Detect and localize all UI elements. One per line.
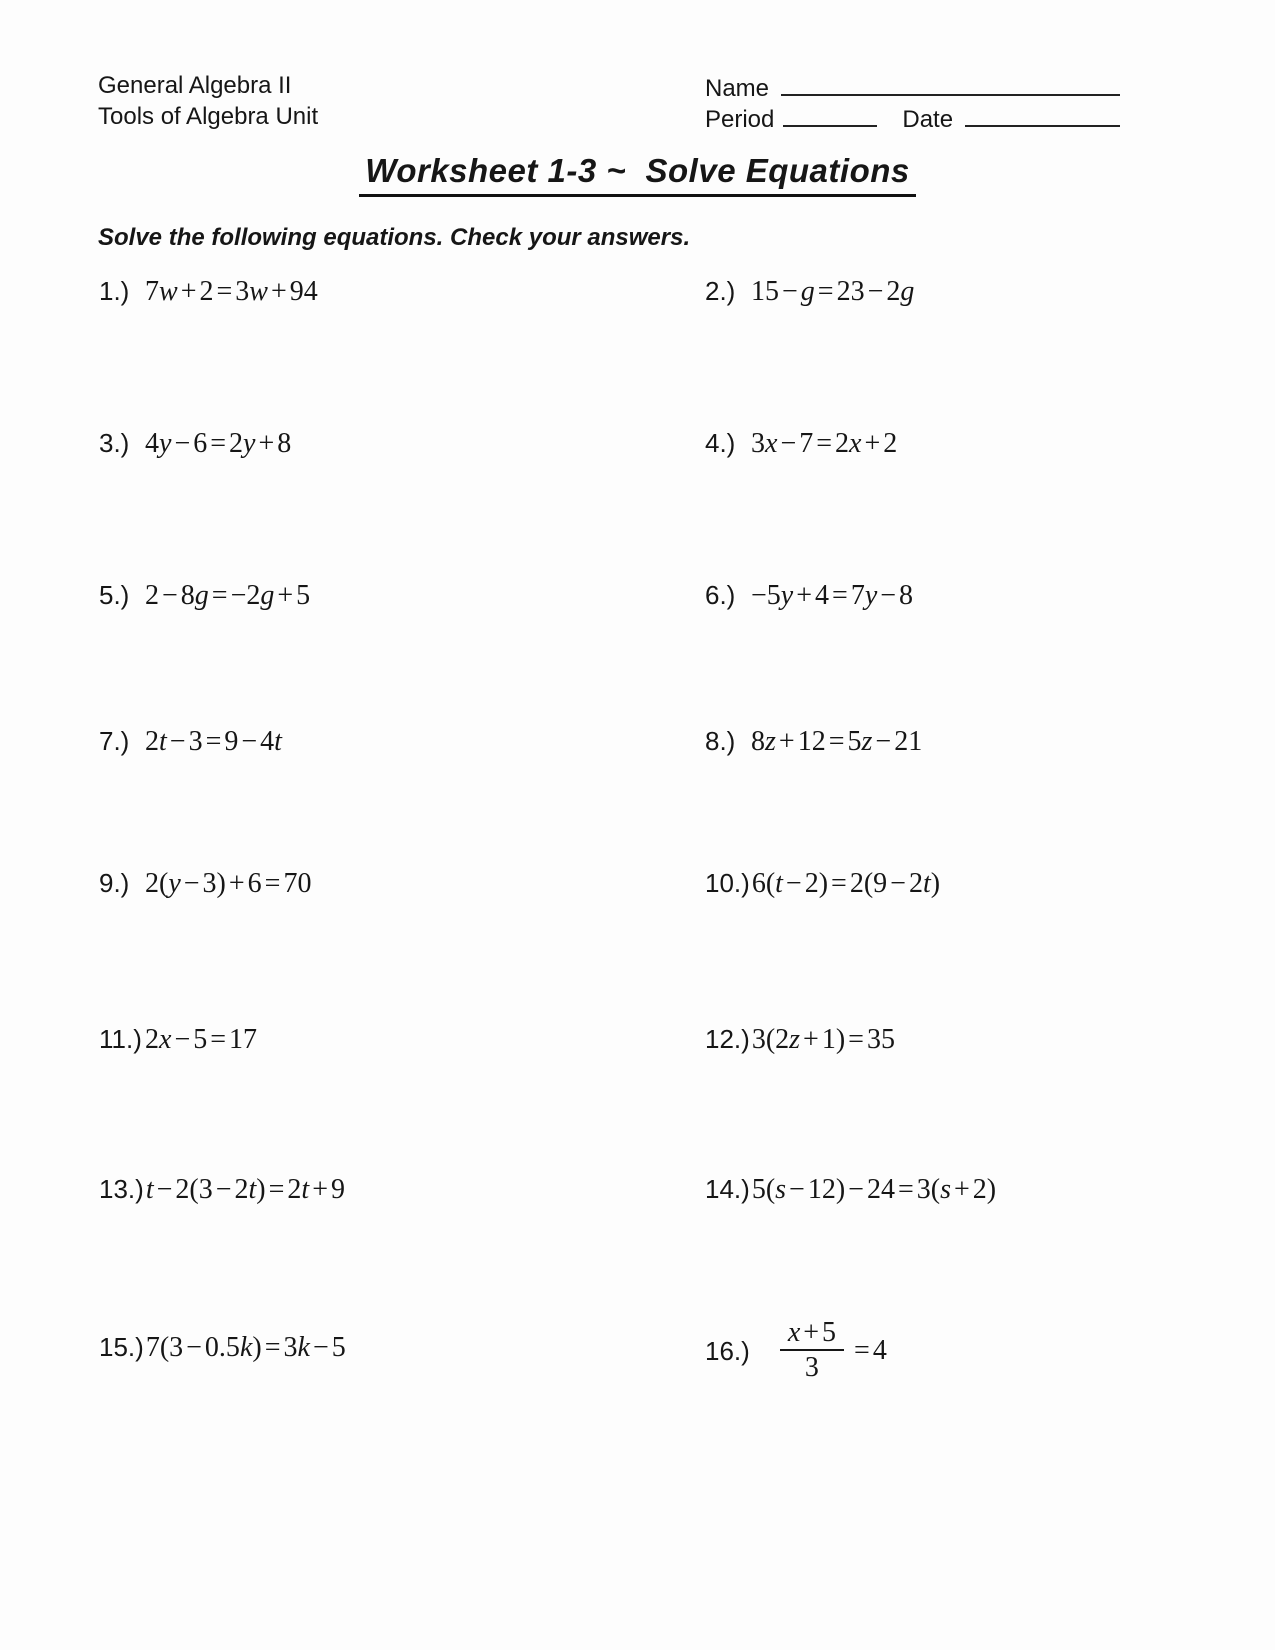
problem-equation: 3(2z + 1) = 35	[751, 1024, 895, 1055]
problem-number: 5.)	[99, 580, 130, 610]
header-left	[98, 70, 318, 132]
problem-15	[99, 1332, 346, 1364]
fraction	[780, 1318, 844, 1385]
course-name: General Algebra II	[98, 72, 292, 99]
problem-number: 6.)	[705, 580, 736, 610]
problem-number: 7.)	[99, 726, 130, 756]
problem-number: 14.)	[705, 1174, 750, 1204]
header-right	[705, 70, 1175, 132]
problem-13	[99, 1174, 345, 1206]
problem-16	[705, 1318, 887, 1385]
date-blank-line	[965, 101, 1120, 127]
problem-number: 1.)	[99, 276, 130, 306]
fraction-numerator: x + 5	[780, 1318, 844, 1351]
problem-equation: 3x − 7 = 2x + 2	[751, 428, 898, 459]
problem-equation: 7w + 2 = 3w + 94	[145, 276, 318, 307]
problem-number: 10.)	[705, 868, 750, 898]
problem-equation: 2(y − 3) + 6 = 70	[145, 868, 312, 899]
problem-number: 11.)	[99, 1024, 142, 1054]
problem-9	[99, 868, 311, 900]
problem-number: 12.)	[705, 1024, 750, 1054]
problem-number: 9.)	[99, 868, 130, 898]
problem-equation: t − 2(3 − 2t) = 2t + 9	[145, 1174, 345, 1205]
problem-14	[705, 1174, 996, 1206]
problem-7	[99, 726, 282, 758]
date-label: Date	[902, 106, 954, 133]
problem-2	[705, 276, 914, 308]
name-label: Name	[705, 75, 770, 102]
instructions: Solve the following equations. Check your answers.	[98, 224, 691, 251]
problem-1	[99, 276, 318, 308]
period-label: Period	[705, 106, 775, 133]
name-row	[705, 70, 1175, 101]
problem-4	[705, 428, 897, 460]
problem-12	[705, 1024, 895, 1056]
problem-6	[705, 580, 913, 612]
problem-11	[99, 1024, 257, 1056]
problem-equation: 6(t − 2) = 2(9 − 2t)	[751, 868, 941, 899]
problem-equation: 8z + 12 = 5z − 21	[751, 726, 923, 757]
problem-equation: 7(3 − 0.5k) = 3k − 5	[145, 1332, 346, 1363]
problem-equation: −5y + 4 = 7y − 8	[751, 580, 914, 611]
page-title: Worksheet 1-3 ~ Solve Equations	[359, 152, 915, 197]
fraction-denominator: 3	[804, 1352, 819, 1384]
problem-number: 2.)	[705, 276, 736, 306]
problem-number: 16.)	[705, 1335, 750, 1366]
problem-number: 3.)	[99, 428, 130, 458]
problem-number: 4.)	[705, 428, 736, 458]
problem-8	[705, 726, 922, 758]
problem-equation: 2x − 5 = 17	[145, 1024, 258, 1055]
problem-equation: 15 − g = 23 − 2g	[751, 276, 915, 307]
title-wrap	[0, 152, 1275, 197]
problem-3	[99, 428, 291, 460]
period-blank-line	[783, 101, 877, 127]
period-date-row	[705, 101, 1175, 132]
problem-equation: 5(s − 12) − 24 = 3(s + 2)	[751, 1174, 997, 1205]
problem-equation: 4y − 6 = 2y + 8	[145, 428, 292, 459]
problem-10	[705, 868, 940, 900]
fraction-rhs: = 4	[854, 1335, 887, 1367]
problem-5	[99, 580, 310, 612]
name-blank-line	[781, 70, 1120, 96]
unit-name: Tools of Algebra Unit	[98, 103, 319, 130]
problem-equation: 2 − 8g = −2g + 5	[145, 580, 311, 611]
problem-number: 8.)	[705, 726, 736, 756]
problem-equation: 2t − 3 = 9 − 4t	[145, 726, 282, 757]
problem-number: 15.)	[99, 1332, 144, 1362]
problem-number: 13.)	[99, 1174, 144, 1204]
